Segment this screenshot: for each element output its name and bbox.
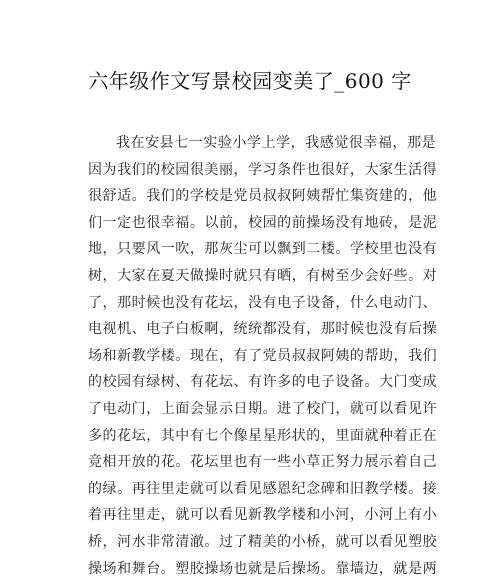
text-line: 地，只要风一吹，那灰尘可以飘到二楼。学校里也没有 [88,236,418,263]
text-line: 的校园有绿树、有花坛、有许多的电子设备。大门变成 [88,369,418,396]
text-line: 操场和舞台。塑胶操场也就是后操场。靠墙边，就是两 [88,556,418,582]
text-line: 因为我们的校园很美丽，学习条件也很好，大家生活得 [88,157,418,184]
text-line: 多的花坛，其中有七个像星星形状的，里面就种着正在 [88,423,418,450]
text-line: 着再往里走，就可以看见新教学楼和小河，小河上有小 [88,502,418,529]
text-line: 树，大家在夏天做操时就只有晒，有树至少会好些。对 [88,263,418,290]
essay-body [88,130,418,582]
page-title: 六年级作文写景校园变美了_600 字 [0,66,500,96]
text-line: 我在安县七一实验小学上学，我感觉很幸福，那是 [88,130,418,157]
text-line: 电视机、电子白板啊，统统都没有，那时候也没有后操 [88,316,418,343]
text-line: 了电动门，上面会显示日期。进了校门，就可以看见许 [88,396,418,423]
text-line: 很舒适。我们的学校是党员叔叔阿姨帮忙集资建的，他 [88,183,418,210]
text-line: 们一定也很幸福。以前，校园的前操场没有地砖，是泥 [88,210,418,237]
text-line: 的绿。再往里走就可以看见感恩纪念碑和旧教学楼。接 [88,476,418,503]
text-line: 了，那时候也没有花坛，没有电子设备，什么电动门、 [88,290,418,317]
text-line: 桥，河水非常清澈。过了精美的小桥，就可以看见塑胶 [88,529,418,556]
text-line: 竞相开放的花。花坛里也有一些小草正努力展示着自己 [88,449,418,476]
text-line: 场和新教学楼。现在，有了党员叔叔阿姨的帮助，我们 [88,343,418,370]
